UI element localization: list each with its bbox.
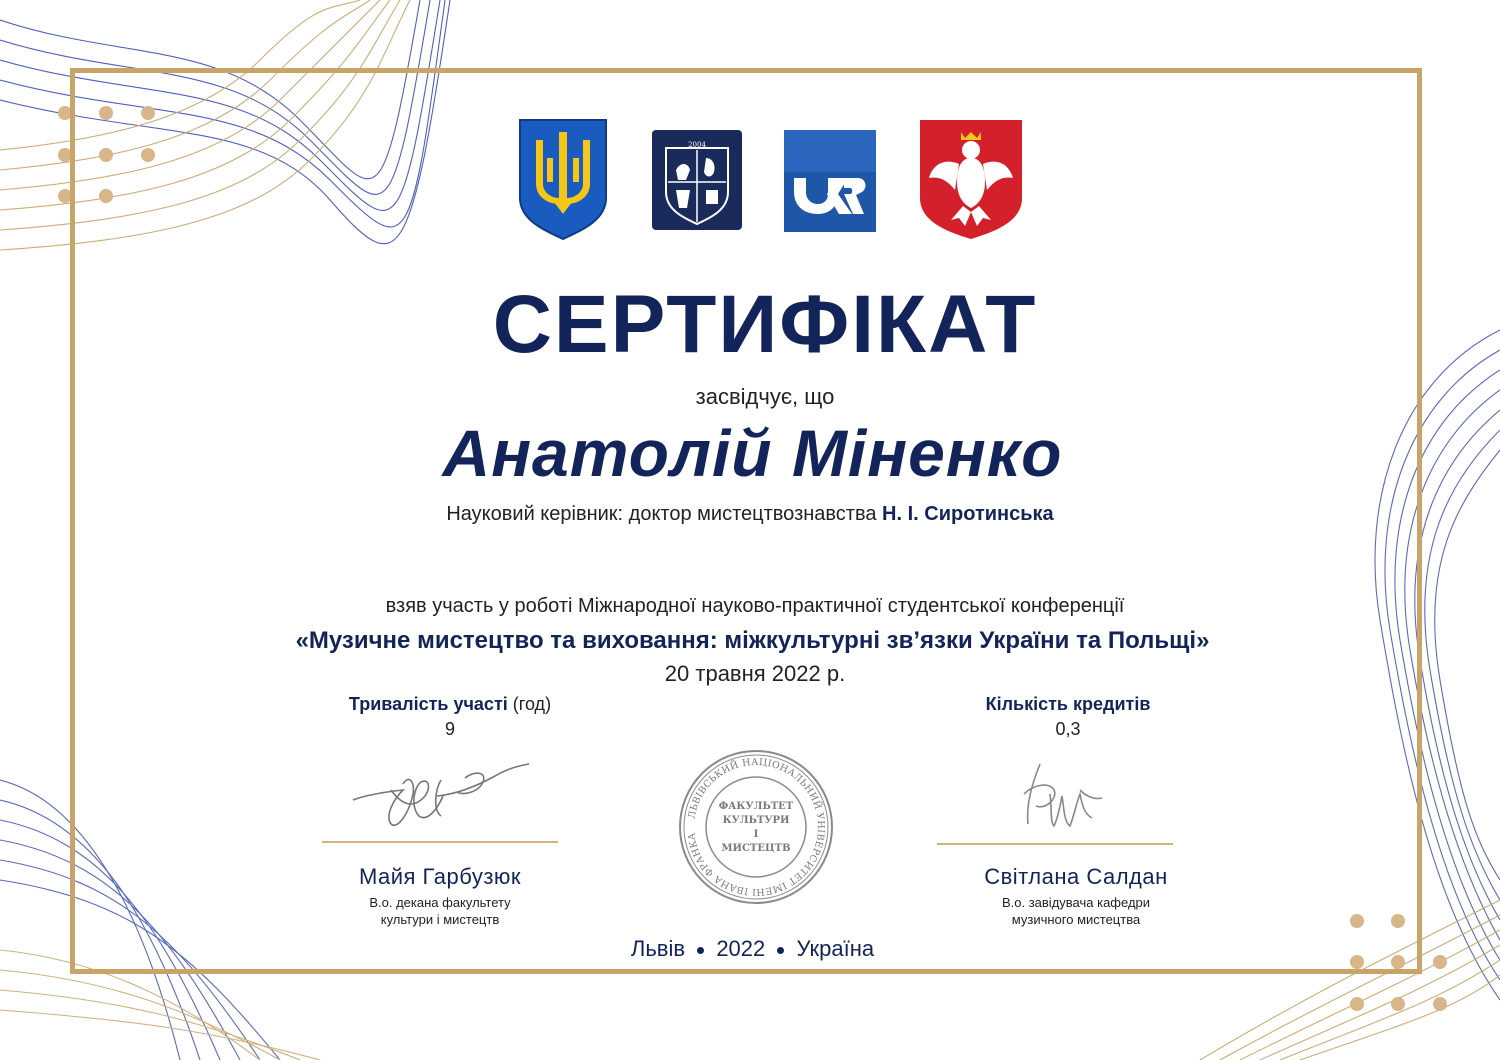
footer-separator — [697, 947, 704, 954]
ukraine-trident-icon — [518, 118, 608, 240]
footer-year: 2022 — [716, 936, 766, 961]
right-role-line2: музичного мистецтва — [1011, 912, 1141, 927]
duration-value: 9 — [444, 719, 455, 739]
logo-row — [0, 118, 1500, 248]
footer-country: Україна — [796, 936, 875, 961]
conference-title: «Музичне мистецтво та виховання: міжкультурні зв’язки України та Польщі» — [295, 627, 1210, 654]
right-role-line1: В.о. завідувача кафедри — [1001, 895, 1151, 910]
stamp-ring-text: ЛЬВІВСЬКИЙ НАЦІОНАЛЬНИЙ УНІВЕРСИТЕТ ІМЕНІ ІВАНА ФРАНКА — [686, 756, 827, 898]
credits-label: Кількість кредитів — [985, 694, 1151, 714]
left-signatory-role — [290, 894, 590, 928]
footer-separator — [777, 947, 784, 954]
duration-block — [300, 694, 600, 740]
advisor-line — [0, 503, 1500, 526]
stamp-line4: МИСТЕЦТВ — [721, 843, 791, 854]
duration-label: Тривалість участі — [348, 694, 508, 714]
university-emblem-icon — [652, 130, 742, 230]
faculty-stamp — [676, 747, 836, 907]
left-role-line1: В.о. декана факультету — [369, 895, 511, 910]
credits-value: 0,3 — [1055, 719, 1081, 739]
emblem-year: 2004 — [688, 141, 706, 149]
duration-unit: (год) — [512, 694, 552, 714]
stamp-line2: КУЛЬТУРИ — [722, 815, 790, 826]
right-signature — [1010, 754, 1120, 838]
right-signature-line — [937, 843, 1173, 845]
conference-date: 20 травня 2022 р. — [664, 661, 846, 686]
advisor-name: Н. І. Сиротинська — [882, 503, 1054, 525]
advisor-prefix: Науковий керівник: доктор мистецтвознавства — [446, 503, 877, 525]
footer-city: Львів — [630, 936, 686, 961]
left-signature-line — [322, 841, 558, 843]
left-signatory-name: Майя Гарбузюк — [358, 864, 522, 889]
footer — [0, 936, 1500, 962]
right-signatory-name: Світлана Салдан — [984, 864, 1168, 889]
certificate-title: СЕРТИФІКАТ — [492, 279, 1038, 370]
certifies-text: засвідчує, що — [695, 384, 835, 409]
recipient-name: Анатолій Міненко — [442, 416, 1063, 490]
stamp-line3: І — [753, 829, 759, 840]
uk-logo-icon — [784, 130, 876, 232]
stamp-line1: ФАКУЛЬТЕТ — [718, 801, 794, 812]
poland-eagle-icon — [918, 118, 1024, 240]
left-role-line2: культури і мистецтв — [380, 912, 500, 927]
participation-text: взяв участь у роботі Міжнародної науково-практичної студентської конференції — [385, 595, 1125, 617]
left-signature — [345, 760, 535, 840]
credits-block — [918, 694, 1218, 740]
right-signatory-role — [920, 894, 1232, 928]
